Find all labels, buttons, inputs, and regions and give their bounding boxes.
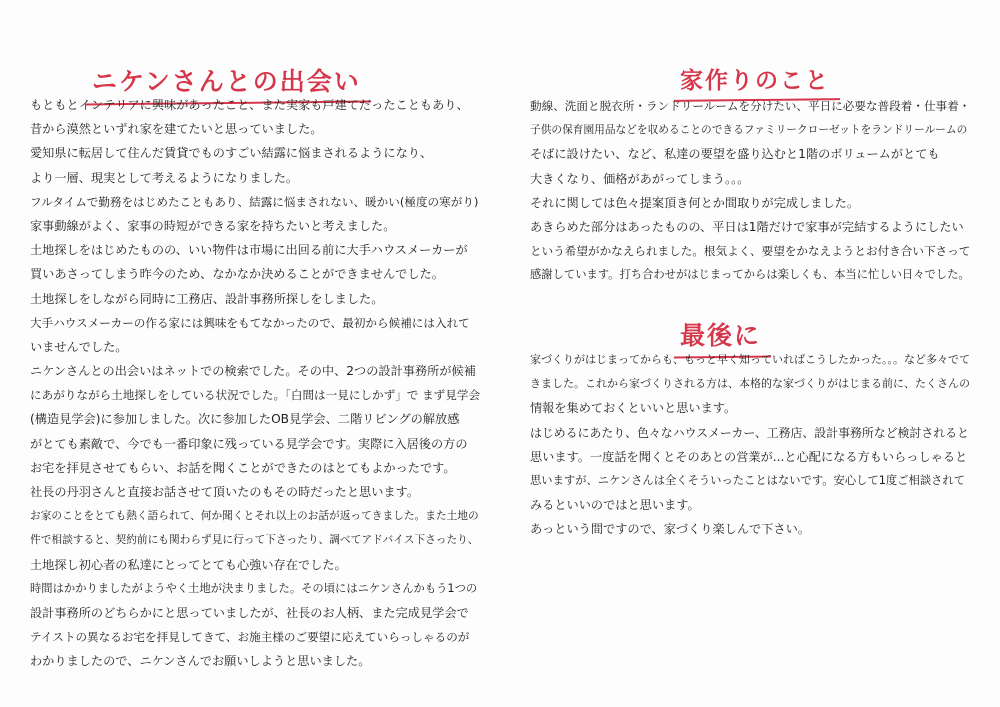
text-line: わかりましたので、ニケンさんでお願いしようと思いました。 <box>30 654 371 669</box>
text-line: がとても素敵で、今でも一番印象に残っている見学会です。実際に入居後の方の <box>30 436 468 451</box>
heading-finally-text: 最後に <box>680 321 762 350</box>
text-line: 昔から漠然といずれ家を建てたいと思っていました。 <box>30 122 323 137</box>
text-line: テイストの異なるお宅を拝見してきて、お施主様のご要望に応えていらっしゃるのが <box>30 630 470 645</box>
text-line: きました。これから家づくりされる方は、本格的な家づくりがはじまる前に、たくさんの <box>530 377 970 391</box>
text-line: お家のことをとても熱く語られて、何か聞くとそれ以上のお話が返ってきました。また土地の <box>30 509 479 523</box>
text-line: お宅を拝見させてもらい、お話を聞くことができたのはとてもよかったです。 <box>30 460 456 475</box>
left-body-text <box>30 93 480 674</box>
text-line: 家づくりがはじまってからも、もっと早く知っていればこうしたかった。。。など多々でて <box>530 353 970 366</box>
text-line: ニケンさんとの出会いはネットでの検索でした。その中、2つの設計事務所が候補 <box>30 364 476 379</box>
text-line: 時間はかかりましたがようやく土地が決まりました。その頃にはニケンさんかもう1つの <box>30 581 478 595</box>
text-line: 愛知県に転居して住んだ賃貸でものすごい結露に悩まされるようになり、 <box>30 146 433 161</box>
text-line: 大きくなり、価格があがってしまう。。。 <box>530 171 750 186</box>
heading-house-building <box>680 62 830 95</box>
text-line: 動線、洗面と脱衣所・ランドリールームを分けたい、平日に必要な普段着・仕事着・ <box>530 99 970 113</box>
text-line: 社長の丹羽さんと直接お話させて頂いたのもその時だったと思います。 <box>30 485 420 499</box>
text-line: そばに設けたい、など、私達の要望を盛り込むと1階のボリュームがとても <box>530 147 940 162</box>
text-line: より一層、現実として考えるようになりました。 <box>30 170 299 185</box>
text-line: 子供の保育園用品などを収めることのできるファミリークローゼットをランドリールームの <box>530 123 968 137</box>
text-line: みるといいのではと思います。 <box>530 498 700 513</box>
right-body-text-1 <box>530 94 970 288</box>
text-line: あきらめた部分はあったものの、平日は1階だけで家事が完結するようにしたい <box>530 219 964 234</box>
text-line: はじめるにあたり、色々なハウスメーカー、工務店、設計事務所など検討されると <box>530 425 969 440</box>
text-line: いませんでした。 <box>30 339 128 354</box>
text-line: 土地探し初心者の私達にとってとても心強い存在でした。 <box>30 557 347 572</box>
text-line: 土地探しをしながら同時に工務店、設計事務所探しをしました。 <box>30 291 384 306</box>
text-line: 情報を集めておくといいと思います。 <box>530 401 737 416</box>
heading-finally <box>680 316 761 352</box>
heading-house-building-text: 家作りのこと <box>680 67 830 94</box>
text-line: 設計事務所のどちらかにと思っていましたが、社長のお人柄、また完成見学会で <box>30 605 469 620</box>
text-line: 買いあさってしまう昨今のため、なかなか決めることができませんでした。 <box>30 267 444 282</box>
heading-meeting-niken-text: ニケンさんとの出会い <box>92 67 361 96</box>
text-line: もともとインテリアに興味があったこと、また実家も戸建てだったこともあり、 <box>30 98 469 112</box>
text-line: それに関しては色々提案頂き何とか間取りが完成しました。 <box>530 195 860 210</box>
right-body-text-2 <box>530 348 970 542</box>
text-line: 土地探しをはじめたものの、いい物件は市場に出回る前に大手ハウスメーカーが <box>30 243 468 258</box>
text-line: 大手ハウスメーカーの作る家には興味をもてなかったので、最初から候補には入れて <box>30 315 470 330</box>
text-line: にあがりながら土地探しをしている状況でした。「白間は一見にしかず」で まず見学会 <box>30 388 480 403</box>
text-line: フルタイムで勤務をはじめたこともあり、結露に悩まされない、暖かい(極度の寒がり) <box>30 194 479 209</box>
text-line: という希望がかなえられました。根気よく、要望をかなえようとお付き合い下さって <box>530 244 970 259</box>
text-line: 思います。一度話を聞くとそのあとの営業が...と心配になる方もいらっしゃると <box>530 449 968 464</box>
text-line: 感謝しています。打ち合わせがはじまってからは楽しくも、本当に忙しい日々でした。 <box>530 268 970 282</box>
text-line: あっという間ですので、家づくり楽しんで下さい。 <box>530 522 810 537</box>
text-line: (構造見学会)に参加しました。次に参加したOB見学会、二階リビングの解放感 <box>30 412 460 427</box>
text-line: 思いますが、ニケンさんは全くそういったことはないです。安心して1度ご相談されて <box>530 473 966 487</box>
text-line: 家事動線がよく、家事の時短ができる家を持ちたいと考えました。 <box>30 218 396 233</box>
text-line: 件で相談すると、契約前にも関わらず見に行って下さったり、調べてアドバイス下さったり、 <box>30 533 479 547</box>
